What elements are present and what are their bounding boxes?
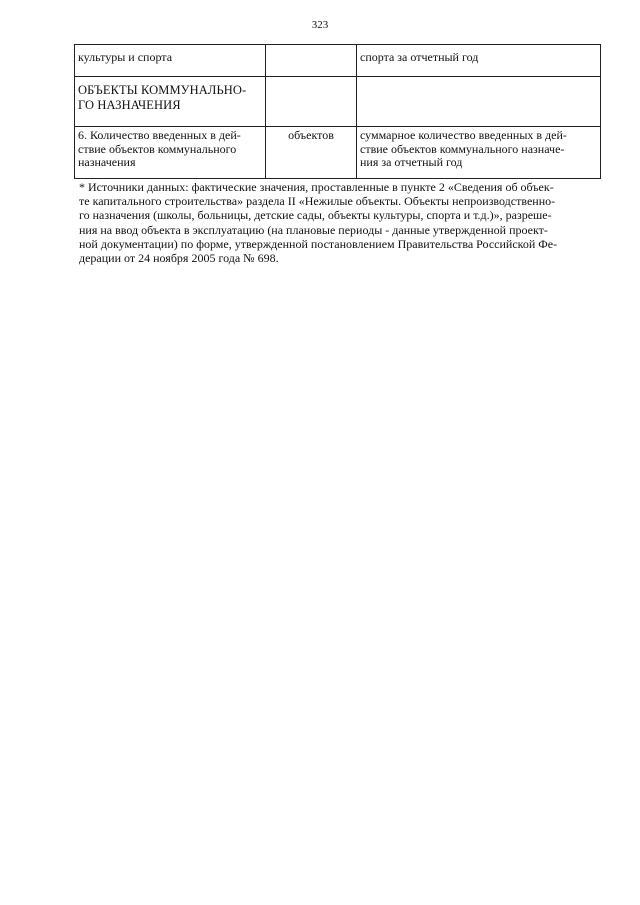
cell-text: суммарное количество введенных в дей- ствие объектов коммунального назначе- ния за отчетный год xyxy=(360,128,567,169)
indicator-name-cell xyxy=(75,45,266,77)
footnote-line: дерации от 24 ноября 2005 года № 698. xyxy=(79,251,279,266)
table-row-section xyxy=(75,77,601,127)
unit-cell xyxy=(266,127,357,179)
footnote-line: го назначения (школы, больницы, детские сады, объекты культуры, спорта и т.д.)», разреше- xyxy=(79,208,552,223)
footnote-line: ния на ввод объекта в эксплуатацию (на плановые периоды - данные утвержденной проект- xyxy=(79,222,548,237)
cell-text: объектов xyxy=(288,128,334,142)
indicators-table xyxy=(74,44,601,179)
unit-cell xyxy=(266,45,357,77)
section-title-cell xyxy=(75,77,266,127)
unit-cell xyxy=(266,77,357,127)
calculation-cell xyxy=(357,45,601,77)
footnote-sources xyxy=(79,180,600,265)
cell-text: 6. Количество введенных в дей- ствие объектов коммунального назначения xyxy=(78,128,241,169)
footnote-line: ной документации) по форме, утвержденной постановлением Правительства Российской Фе- xyxy=(79,236,558,251)
table-row xyxy=(75,127,601,179)
section-title: ОБЪЕКТЫ КОММУНАЛЬНО- ГО НАЗНАЧЕНИЯ xyxy=(78,83,247,112)
footnote-line: те капитального строительства» раздела II «Нежилые объекты. Объекты непроизводственно- xyxy=(79,194,556,209)
footnote-line: * Источники данных: фактические значения, проставленные в пункте 2 «Сведения об объек- xyxy=(79,180,554,194)
cell-text: спорта за отчетный год xyxy=(360,50,479,64)
indicator-name-cell xyxy=(75,127,266,179)
page-number: 323 xyxy=(311,19,329,31)
calculation-cell xyxy=(357,127,601,179)
calculation-cell xyxy=(357,77,601,127)
cell-text: культуры и спорта xyxy=(78,50,173,64)
table-row xyxy=(75,45,601,77)
